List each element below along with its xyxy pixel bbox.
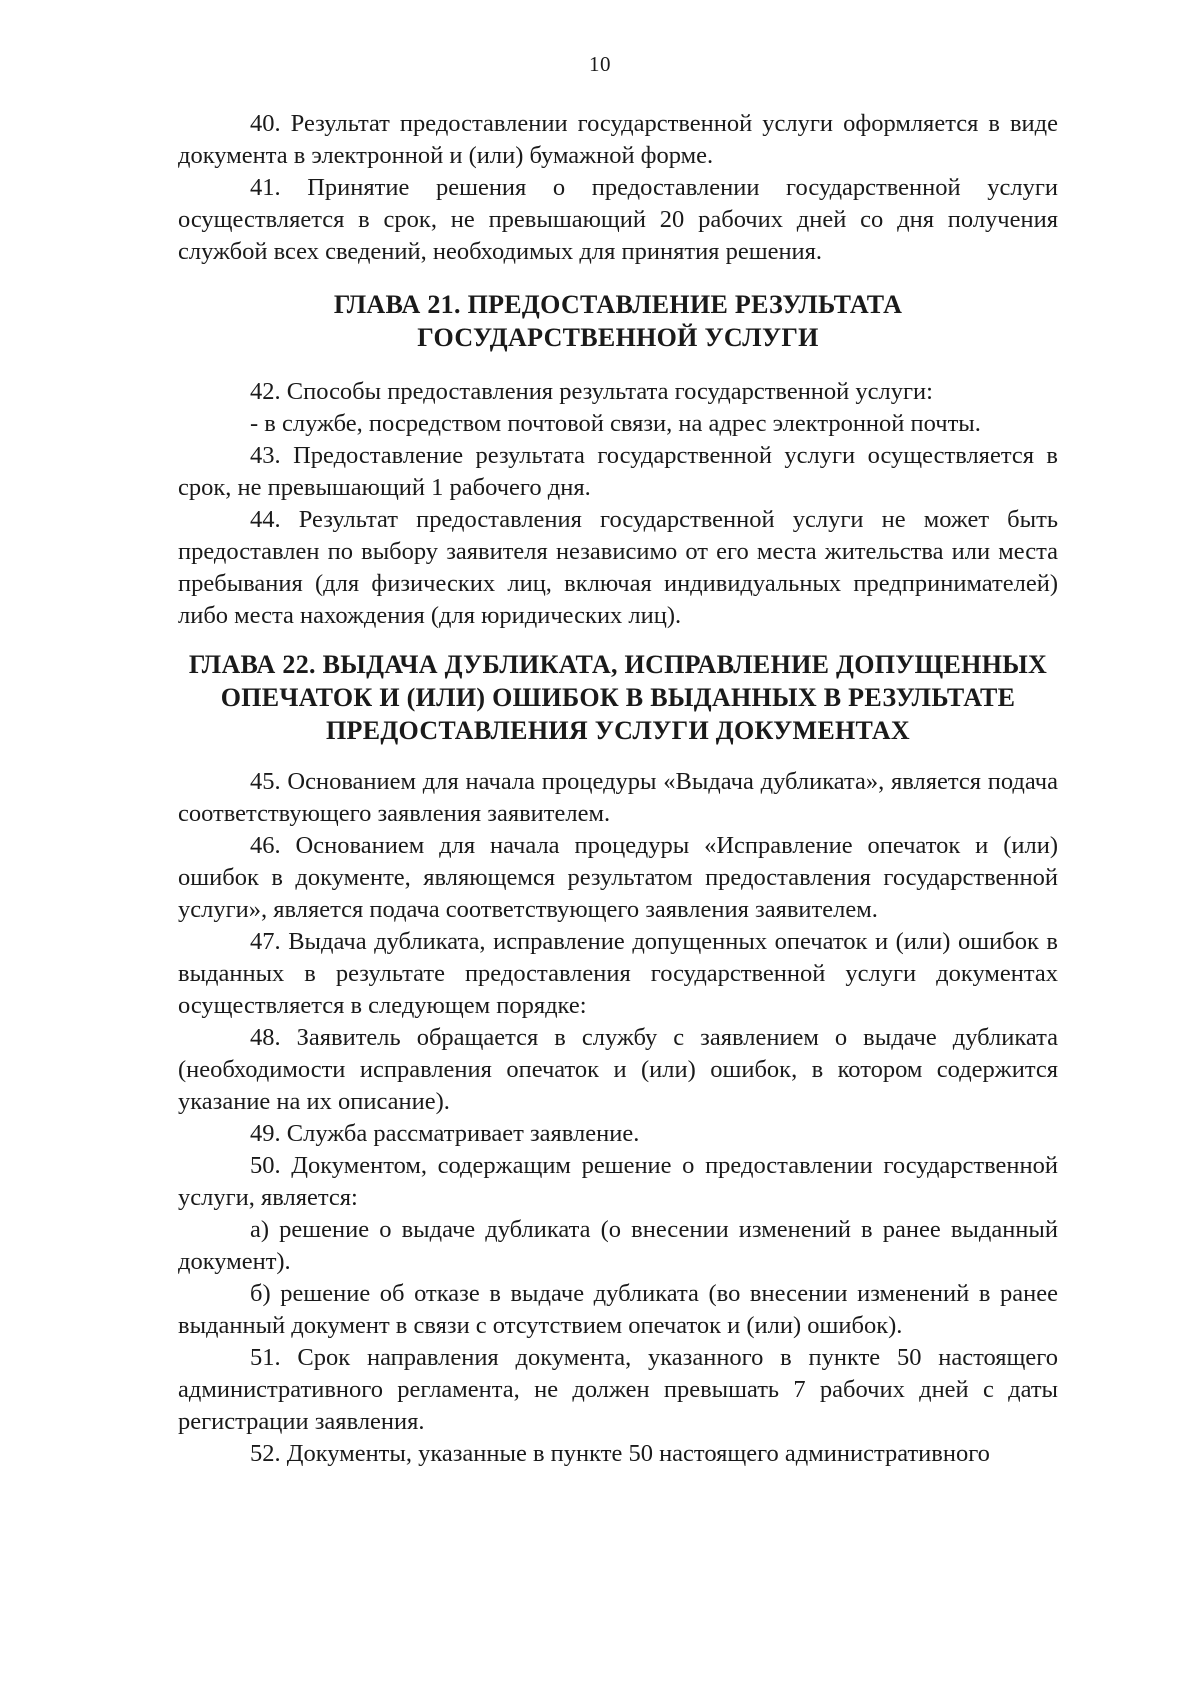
section-items-40-41 <box>178 108 1058 268</box>
paragraph-49: 49. Служба рассматривает заявление. <box>250 1120 640 1147</box>
paragraph-50-item-a: а) решение о выдаче дубликата (о внесении изменений в ранее выданный документ). <box>178 1216 1058 1275</box>
paragraph-42-list-item: - в службе, посредством почтовой связи, на адрес электронной почты. <box>250 410 981 437</box>
paragraph-41: 41. Принятие решения о предоставлении государственной услуги осуществляется в срок, не превышающий 20 рабочих дней со дня получения службой всех сведений, необходимых для принятия решения. <box>178 174 1058 265</box>
page-number: 10 <box>589 52 611 76</box>
paragraph-50-item-b: б) решение об отказе в выдаче дубликата (во внесении изменений в ранее выданный документ в связи с отсутствием опечаток и (или) ошибок). <box>178 1280 1058 1339</box>
paragraph-48: 48. Заявитель обращается в службу с заявлением о выдаче дубликата (необходимости исправления опечаток и (или) ошибок, в котором содержится указание на их описание). <box>178 1024 1058 1115</box>
paragraph-45: 45. Основанием для начала процедуры «Выдача дубликата», является подача соответствующего заявления заявителем. <box>178 768 1058 827</box>
paragraph-52: 52. Документы, указанные в пункте 50 настоящего административного <box>250 1440 990 1467</box>
chapter-22-heading <box>178 648 1058 747</box>
chapter-22-title-line-3: ПРЕДОСТАВЛЕНИЯ УСЛУГИ ДОКУМЕНТАХ <box>325 716 911 745</box>
chapter-21-title-line-2: ГОСУДАРСТВЕННОЙ УСЛУГИ <box>417 323 819 352</box>
paragraph-50: 50. Документом, содержащим решение о предоставлении государственной услуги, является: <box>178 1152 1058 1211</box>
section-items-45-52 <box>178 766 1058 1470</box>
paragraph-44: 44. Результат предоставления государственной услуги не может быть предоставлен по выбору заявителя независимо от его места жительства или места пребывания (для физических лиц, включая индивидуальных предпринимателей) либо места нахождения (для юридических лиц). <box>178 506 1058 629</box>
paragraph-46: 46. Основанием для начала процедуры «Исправление опечаток и (или) ошибок в документе, являющемся результатом предоставления государственной услуги», является подача соответствующего заявления заявителем. <box>178 832 1058 923</box>
chapter-21-heading <box>178 288 1058 354</box>
chapter-22-title-line-1: ГЛАВА 22. ВЫДАЧА ДУБЛИКАТА, ИСПРАВЛЕНИЕ ДОПУЩЕННЫХ <box>188 650 1048 679</box>
chapter-22-title-line-2: ОПЕЧАТОК И (ИЛИ) ОШИБОК В ВЫДАННЫХ В РЕЗУЛЬТАТЕ <box>220 683 1016 712</box>
paragraph-40: 40. Результат предоставлении государственной услуги оформляется в виде документа в электронной и (или) бумажной форме. <box>178 110 1058 169</box>
paragraph-51: 51. Срок направления документа, указанного в пункте 50 настоящего административного регламента, не должен превышать 7 рабочих дней с даты регистрации заявления. <box>178 1344 1058 1435</box>
paragraph-47: 47. Выдача дубликата, исправление допущенных опечаток и (или) ошибок в выданных в результате предоставления государственной услуги документах осуществляется в следующем порядке: <box>178 928 1058 1019</box>
chapter-21-title-line-1: ГЛАВА 21. ПРЕДОСТАВЛЕНИЕ РЕЗУЛЬТАТА <box>333 290 903 319</box>
section-items-42-44 <box>178 376 1058 632</box>
paragraph-42: 42. Способы предоставления результата государственной услуги: <box>250 378 933 405</box>
paragraph-43: 43. Предоставление результата государственной услуги осуществляется в срок, не превышающий 1 рабочего дня. <box>178 442 1058 501</box>
